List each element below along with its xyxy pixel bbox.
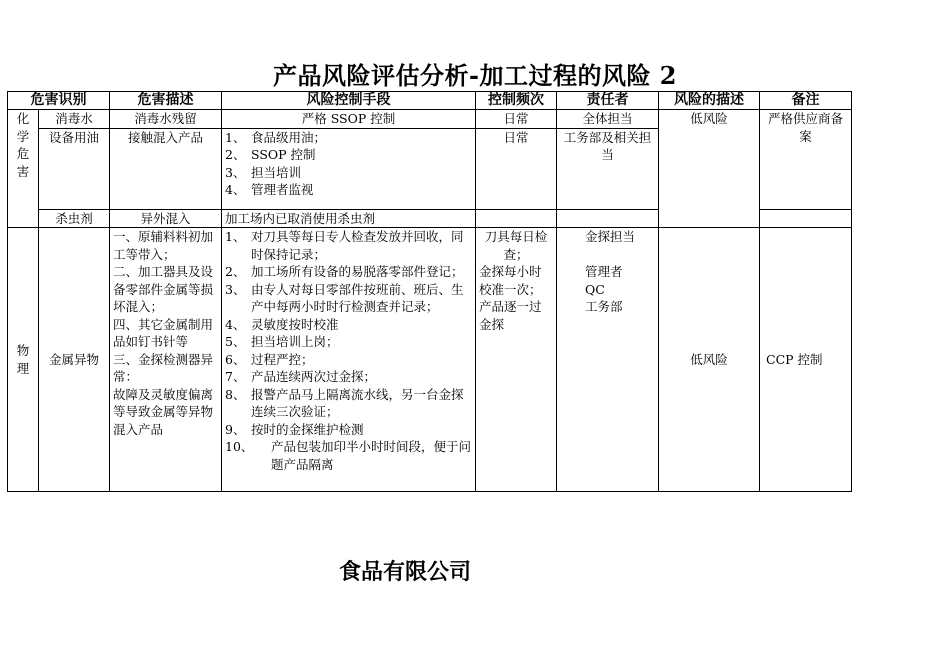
- chemical-description-cell: 接触混入产品: [110, 128, 222, 209]
- header-risk-control: 风险控制手段: [222, 92, 476, 110]
- list-item: 8、 报警产品马上隔离流水线，另一台金探连续三次验证；: [225, 386, 464, 419]
- owner-line: QC: [585, 281, 605, 297]
- physical-control-list: [225, 228, 472, 473]
- header-responsible: 责任者: [557, 92, 659, 110]
- chemical-description-cell: 消毒水残留: [110, 110, 222, 129]
- empty-cell: [760, 209, 852, 228]
- physical-owner-cell: [557, 228, 659, 492]
- chemical-category-cell: [8, 110, 39, 228]
- empty-cell: [476, 209, 557, 228]
- physical-category-cell: [8, 228, 39, 492]
- list-item: 3、 担当培训: [225, 164, 302, 180]
- chemical-frequency-cell: 日常: [476, 128, 557, 209]
- header-hazard-identification: 危害识别: [8, 92, 110, 110]
- header-hazard-description: 危害描述: [110, 92, 222, 110]
- chemical-control-cell: 严格 SSOP 控制: [222, 110, 476, 129]
- list-item: 4、 管理者监视: [225, 182, 314, 197]
- document-title: 产品风险评估分析-加工过程的风险 2: [272, 61, 677, 90]
- physical-control-cell: [222, 228, 476, 492]
- header-row: [8, 92, 852, 110]
- chemical-owner-cell: 工务部及相关担当: [557, 128, 659, 209]
- description-line: 二、加工器具及设备零部件金属等损坏混入；: [113, 264, 214, 314]
- chemical-description-cell: 异外混入: [110, 209, 222, 228]
- physical-frequency-cell: [476, 228, 557, 492]
- physical-category-label: 物理: [16, 343, 30, 376]
- owner-line: 金探担当: [585, 229, 636, 244]
- list-item: 1、 食品级用油；: [225, 129, 327, 145]
- chemical-item-cell: 设备用油: [39, 128, 110, 209]
- chemical-control-cell: 加工场内已取消使用杀虫剂: [222, 209, 476, 228]
- description-line: 三、金探检测器异常：: [113, 351, 214, 384]
- list-item: 5、 担当培训上岗；: [225, 334, 339, 349]
- owner-line: 管理者: [585, 264, 623, 279]
- company-name: 食品有限公司: [338, 560, 471, 585]
- table-row: [8, 110, 852, 129]
- description-line: 四、其它金属制用品如钉书针等: [113, 316, 214, 349]
- chemical-control-list: [225, 129, 472, 199]
- list-item: 7、 产品连续两次过金探；: [225, 369, 377, 384]
- frequency-line: 产品逐一过金探: [479, 299, 542, 332]
- description-line: 一、原辅料料初加工等带入；: [113, 229, 214, 262]
- list-item: 10、 产品包装加印半小时时间段，便于问题产品隔离: [225, 439, 472, 472]
- list-item: 6、 过程严控；: [225, 351, 314, 367]
- header-remark: 备注: [760, 92, 852, 110]
- list-item: 2、 加工场所有设备的易脱落零部件登记；: [225, 264, 464, 279]
- header-risk-description: 风险的描述: [659, 92, 760, 110]
- risk-assessment-table: [7, 91, 852, 492]
- list-item: 4、 灵敏度按时校准: [225, 316, 339, 332]
- physical-description-cell: [110, 228, 222, 492]
- chemical-risk-cell: 低风险: [659, 110, 760, 228]
- chemical-item-cell: 消毒水: [39, 110, 110, 129]
- header-control-frequency: 控制频次: [476, 92, 557, 110]
- physical-item-cell: 金属异物: [39, 228, 110, 492]
- chemical-frequency-cell: 日常: [476, 110, 557, 129]
- chemical-remark-cell: 严格供应商备案: [760, 110, 852, 210]
- chemical-item-cell: 杀虫剂: [39, 209, 110, 228]
- chemical-owner-cell: 全体担当: [557, 110, 659, 129]
- table-row: [8, 228, 852, 492]
- owner-line: 工务部: [585, 299, 623, 314]
- list-item: 2、 SSOP 控制: [225, 147, 316, 162]
- empty-cell: [557, 209, 659, 228]
- list-item: 3、 由专人对每日零部件按班前、班后、生产中每两小时时行检测查并记录；: [225, 281, 464, 314]
- chemical-category-label: 化学危害: [16, 111, 30, 179]
- frequency-line: 金探每小时校准一次；: [479, 264, 542, 297]
- list-item: 9、 按时的金探维护检测: [225, 421, 364, 437]
- list-item: 1、 对刀具等每日专人检查发放并回收，同时保持记录；: [225, 229, 464, 262]
- chemical-control-cell: [222, 128, 476, 209]
- frequency-line: 刀具每日检查；: [484, 229, 548, 262]
- physical-remark-cell: CCP 控制: [760, 228, 852, 492]
- description-line: 故障及灵敏度偏离等导致金属等异物混入产品: [113, 386, 214, 437]
- physical-risk-cell: 低风险: [659, 228, 760, 492]
- owner-line: [585, 246, 655, 264]
